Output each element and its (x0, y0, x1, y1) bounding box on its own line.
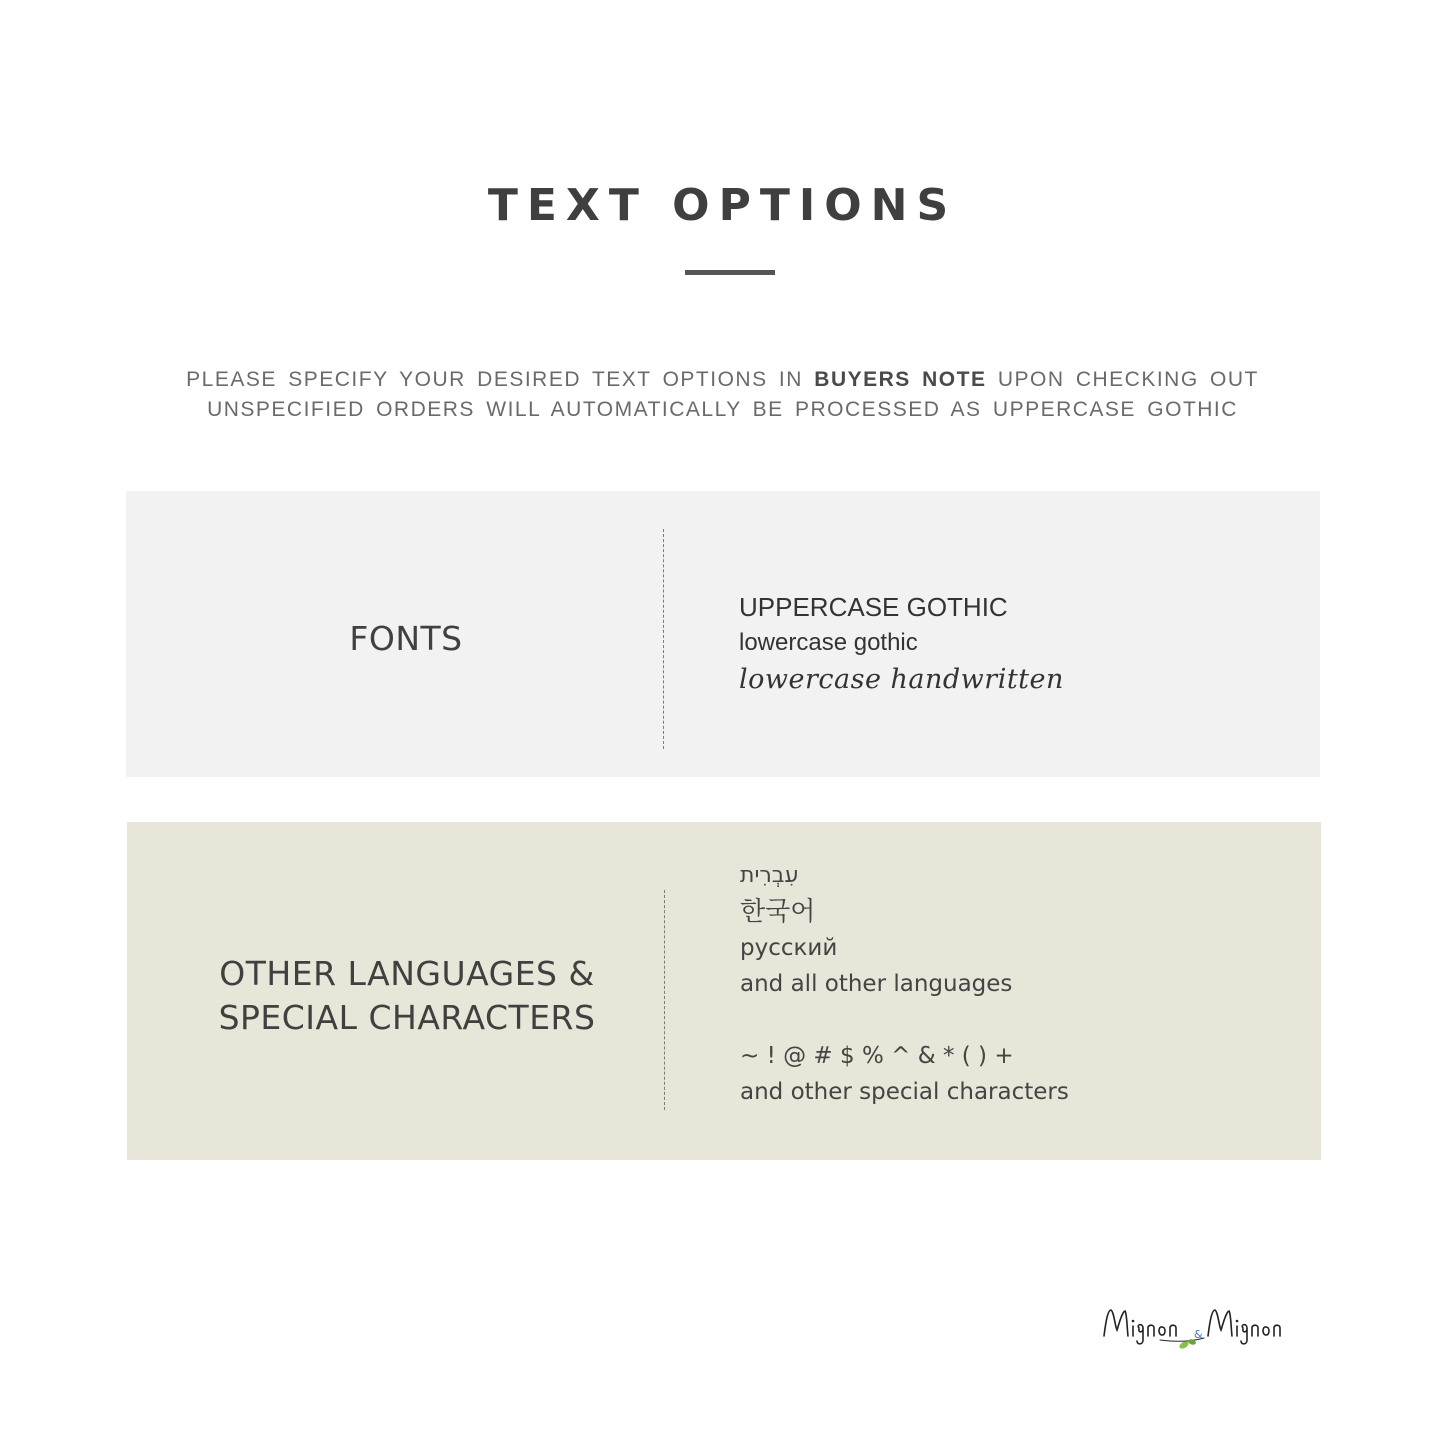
language-hebrew: עִבְרִית (740, 863, 799, 888)
special-characters-note: and other special characters (740, 1079, 1069, 1105)
fonts-options (739, 589, 1064, 699)
instructions-line-1-end: UPON CHECKING OUT (997, 368, 1259, 391)
all-languages-note: and all other languages (740, 971, 1013, 997)
languages-panel (127, 822, 1321, 1160)
languages-divider (664, 890, 665, 1110)
page-title: TEXT OPTIONS (487, 180, 958, 231)
instructions-line-1 (0, 365, 1445, 395)
language-korean: 한국어 (740, 897, 816, 927)
special-characters: ~ ! @ # $ % ^ & * ( ) + (740, 1043, 1014, 1069)
instructions-line-2: UNSPECIFIED ORDERS WILL AUTOMATICALLY BE PROCESSED AS UPPERCASE GOTHIC (207, 398, 1238, 421)
font-option-lowercase-gothic: lowercase gothic (739, 629, 918, 656)
fonts-panel (126, 491, 1320, 777)
font-option-lowercase-handwritten: lowercase handwritten (739, 664, 1064, 695)
svg-text:&: & (1194, 1328, 1203, 1341)
languages-list (740, 858, 1069, 1110)
fonts-divider (663, 529, 664, 749)
instructions-line-1-start: PLEASE SPECIFY YOUR DESIRED TEXT OPTIONS IN (186, 368, 803, 391)
language-russian: русский (740, 935, 838, 961)
fonts-label: FONTS (349, 619, 463, 658)
buyers-note-emphasis: BUYERS NOTE (814, 368, 987, 391)
languages-label-line-2: SPECIAL CHARACTERS (218, 998, 596, 1037)
languages-label (127, 952, 687, 1040)
brand-logo-image (1100, 1300, 1315, 1360)
instructions (0, 365, 1445, 425)
title-underline (685, 270, 775, 275)
languages-label-line-1: OTHER LANGUAGES & (219, 954, 595, 993)
brand-logo (1100, 1300, 1315, 1360)
font-option-uppercase-gothic: UPPERCASE GOTHIC (739, 592, 1008, 622)
spacer (740, 1002, 1069, 1038)
